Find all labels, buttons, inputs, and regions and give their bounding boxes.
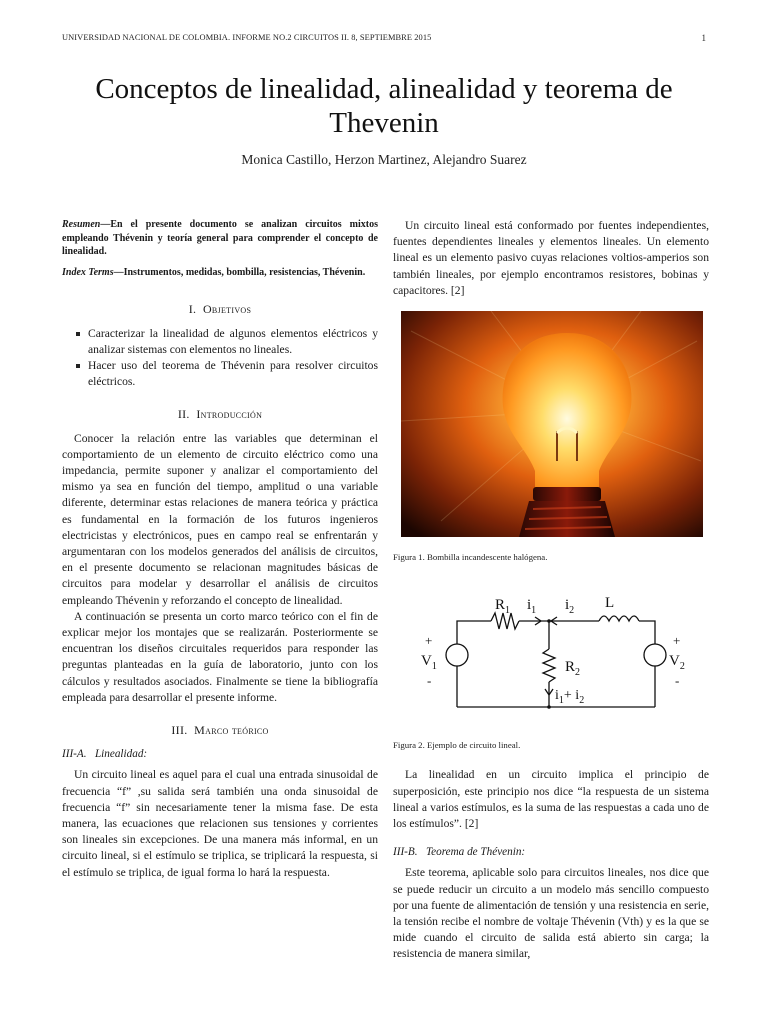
v2-label: $V_2$ <box>669 653 685 673</box>
list-item: Hacer uso del teorema de Thévenin para resolver circuitos eléctricos. <box>88 358 378 390</box>
subsection-title: Linealidad: <box>94 748 148 761</box>
index-terms-text: —Instrumentos, medidas, bombilla, resistencias, Thévenin. <box>113 266 366 278</box>
section-heading-marco <box>62 722 378 738</box>
section-heading-introduccion <box>62 406 378 422</box>
objectives-list <box>62 326 378 391</box>
figure-2-caption: Figura 2. Ejemplo de circuito lineal. <box>393 740 521 751</box>
section-heading-objetivos <box>62 301 378 317</box>
figure-1-caption: Figura 1. Bombilla incandescente halógena. <box>393 552 548 563</box>
abstract-text: —En el presente documento se analizan circuitos mixtos empleando Thévenin y teoría general para comprender el concepto de linealidad. <box>62 219 378 258</box>
i2-label: $i_2$ <box>565 597 575 617</box>
r1-label: $R_1$ <box>495 597 511 617</box>
linear-elements-paragraph: Un circuito lineal está conformado por fuentes independientes, fuentes dependientes lineales y elementos lineales. Un elemento lineal es un elemento pasivo cuyas relaciones voltios-amperios son también lineales, por ejemplo encontramos resistores, bobinas y capacitores. [2] <box>393 219 709 297</box>
paper-title: Conceptos de linealidad, alinealidad y teorema de Thevenin <box>95 73 673 139</box>
v1-label: $V_1$ <box>421 653 437 673</box>
sum-current-label: $i_1+ i_2$ <box>555 688 585 707</box>
v1-plus: + <box>425 633 433 649</box>
abstract <box>62 218 378 259</box>
subsection-number: III-B. <box>393 846 418 859</box>
v2-minus: - <box>675 673 680 689</box>
thevenin-paragraph: Este teorema, aplicable solo para circuitos lineales, nos dice que se puede reducir un circuito a un modelo más sencillo compuesto por una fuente de alimentación de tensión y una resistencia en serie, la tensión recibe el nombre de voltaje Thévenin (Vth) y es la que se mide cuando el circuito de salida está abierto sin carga; la resistencia de manera similar, <box>393 866 709 961</box>
right-column <box>393 218 709 963</box>
superposition-paragraph: La linealidad en un circuito implica el principio de superposición, este principio nos dice “la respuesta de un sistema lineal a varios estímulos, es la suma de las respuestas a cada uno de los estímulos”. [2] <box>393 768 709 831</box>
subsection-heading-linealidad <box>62 746 378 762</box>
v1-minus: - <box>427 673 432 689</box>
subsection-title: Teorema de Thévenin: <box>425 846 526 859</box>
index-terms-label: Index Terms <box>62 266 114 278</box>
inductor-label: L <box>605 595 615 612</box>
abstract-label: Resumen <box>62 219 101 230</box>
r2-label: $R_2$ <box>565 659 581 679</box>
section-title: Marco teórico <box>194 723 269 738</box>
page-number: 1 <box>701 33 706 43</box>
circuit-diagram <box>399 579 699 727</box>
linealidad-paragraph: Un circuito lineal es aquel para el cual una entrada sinusoidal de frecuencia “f” ,su salida será también una onda sinusoidal de frecuencia “f” sin necesariamente tener la misma fase. De esta manera, las ecuaciones que relacionen sus tensiones y corrientes son lineales sin excepciones. De una manera más informal, en un circuito lineal, si el estímulo se triplica, se triplicará la respuesta, si el estímulo se triplica, de igual forma lo hará la respuesta. <box>62 768 378 879</box>
section-number: II. <box>177 407 190 422</box>
i1-label: $i_1$ <box>527 597 537 617</box>
section-title: Introducción <box>196 407 263 422</box>
left-column <box>62 218 378 881</box>
intro-paragraph-2: A continuación se presenta un corto marco teórico con el fin de explicar mejor los montajes que se realizarán. Posteriormente se encuentran los diseños circuitales requeridos para responder las preguntas planteadas en la guía de laboratorio, junto con los cálculos y resultados asociados. Finalmente se tiene la bibliografía empleada para desarrollar el presente informe. <box>62 609 378 704</box>
v2-plus: + <box>673 633 681 649</box>
list-item: Caracterizar la linealidad de algunos elementos eléctricos y analizar sistemas con elementos no lineales. <box>88 326 378 358</box>
author-list: Monica Castillo, Herzon Martinez, Alejandro Suarez <box>241 152 527 167</box>
index-terms <box>62 266 378 280</box>
lightbulb-photo <box>401 311 703 537</box>
subsection-heading-thevenin <box>393 844 709 860</box>
subsection-number: III-A. <box>62 748 87 761</box>
intro-paragraph-1: Conocer la relación entre las variables que determinan el comportamiento de un elemento de circuito eléctrico como una impedancia, permite suponer y analizar el comportamiento del mismo ya sea en función del tiempo, amplitud o una variable diferente, determinar estas relaciones de manera teórica y práctica es fundamental en la formación de los futuros ingenieros electricistas y electrónicos, pues en campo real se enfrentarán y argumentaran con los modelos generados del análisis de circuitos, en el presente documento se relacionan magnitudes básicas de circuitos para modelar y desarrollar el análisis de circuitos empleando Thévenin y reforzando el concepto de linealidad. <box>62 431 378 607</box>
section-number: III. <box>171 723 188 738</box>
section-title: Objetivos <box>202 302 252 317</box>
running-header: UNIVERSIDAD NACIONAL DE COLOMBIA. INFORME NO.2 CIRCUITOS II. 8, SEPTIEMBRE 2015 <box>62 33 432 42</box>
section-number: I. <box>188 302 197 317</box>
